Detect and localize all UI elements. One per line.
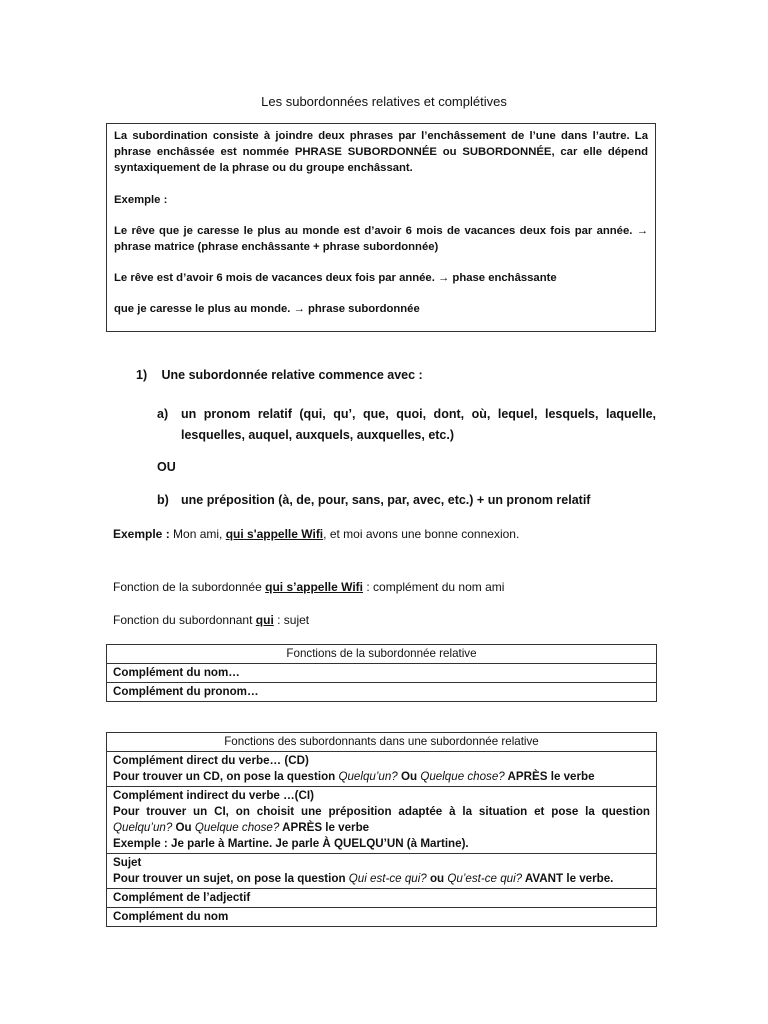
function-pronoun-line (113, 613, 309, 627)
definition-box (106, 123, 656, 332)
cd-title: Complément direct du verbe… (CD) (113, 754, 309, 767)
subordinant-functions-table (106, 732, 657, 927)
definition-example-sub: que je caresse le plus au monde. → phrase subordonnée (114, 303, 420, 315)
definition-example-label: Exemple : (114, 194, 168, 206)
table-row-cd (107, 752, 657, 787)
example-label: Exemple : (113, 527, 170, 541)
function-sub-pre: Fonction de la subordonnée (113, 580, 266, 594)
table-cell: Complément du nom… (107, 664, 657, 683)
ci-rule-line2: Quelqu’un? Ou Quelque chose? APRÈS le verbe (113, 821, 370, 834)
option-a-text: un pronom relatif (qui, qu’, que, quoi, dont, où, lequel, lesquels, laquelle, lesquelles, auquel, auxquels, auxquelles, etc.) (181, 407, 656, 442)
or-label: OU (157, 460, 176, 474)
section-number: 1) (136, 368, 148, 382)
option-b (157, 490, 656, 511)
option-a-letter: a) (157, 407, 169, 421)
table-row (107, 889, 657, 908)
example-pre: Mon ami, (169, 527, 226, 541)
section-heading-text: Une subordonnée relative commence avec : (161, 368, 423, 382)
section-heading (136, 368, 423, 382)
table-row-ci (107, 787, 657, 854)
option-a (157, 404, 656, 446)
definition-paragraph: La subordination consiste à joindre deux phrases par l’enchâssement de l’une dans l’autre. La phrase enchâssée est nommée PHRASE SUBORDONNÉE ou SUBORDONNÉE, car elle dépend syntaxiquement de la phrase ou du groupe enchâssant. (114, 130, 648, 174)
table-row (107, 683, 657, 702)
example-post: , et moi avons une bonne connexion. (323, 527, 520, 541)
example-line (113, 527, 519, 541)
option-b-letter: b) (157, 493, 169, 507)
table-row (107, 664, 657, 683)
page-title: Les subordonnées relatives et complétives (261, 94, 507, 109)
cd-rule: Pour trouver un CD, on pose la question Quelqu’un? Ou Quelque chose? APRÈS le verbe (113, 770, 595, 783)
function-subordinate-line (113, 580, 504, 594)
sujet-rule: Pour trouver un sujet, on pose la question Qui est-ce qui? ou Qu’est-ce qui? AVANT le verbe. (113, 872, 614, 885)
option-b-text: une préposition (à, de, pour, sans, par, avec, etc.) + un pronom relatif (181, 493, 591, 507)
function-pron-post: : sujet (273, 613, 310, 627)
definition-example-main: Le rêve est d’avoir 6 mois de vacances deux fois par année. → phase enchâssante (114, 272, 557, 284)
table-header: Fonctions des subordonnants dans une subordonnée relative (107, 733, 657, 752)
ci-example: Exemple : Je parle à Martine. Je parle À QUELQU’UN (à Martine). (113, 837, 469, 850)
ci-rule-line1: Pour trouver un CI, on choisit une préposition adaptée à la situation et pose la question (113, 805, 650, 818)
function-sub-highlight: qui s’appelle Wifi (265, 580, 364, 594)
example-highlight: qui s'appelle Wifi (225, 527, 324, 541)
definition-example-full: Le rêve que je caresse le plus au monde est d’avoir 6 mois de vacances deux fois par année. → phrase matrice (phrase enchâssante + phrase subordonnée) (114, 225, 648, 253)
table-cell: Complément du nom (107, 908, 657, 927)
table-row (107, 733, 657, 752)
table-cell: Complément du pronom… (107, 683, 657, 702)
sujet-title: Sujet (113, 856, 142, 869)
table-header: Fonctions de la subordonnée relative (107, 645, 657, 664)
function-sub-post: : complément du nom ami (363, 580, 505, 594)
table-cell: Complément de l’adjectif (107, 889, 657, 908)
table-row (107, 908, 657, 927)
function-pron-pre: Fonction du subordonnant (113, 613, 256, 627)
table-row (107, 645, 657, 664)
relative-functions-table (106, 644, 657, 702)
ci-title: Complément indirect du verbe …(CI) (113, 789, 314, 802)
function-pron-highlight: qui (255, 613, 274, 627)
table-row-sujet (107, 854, 657, 889)
